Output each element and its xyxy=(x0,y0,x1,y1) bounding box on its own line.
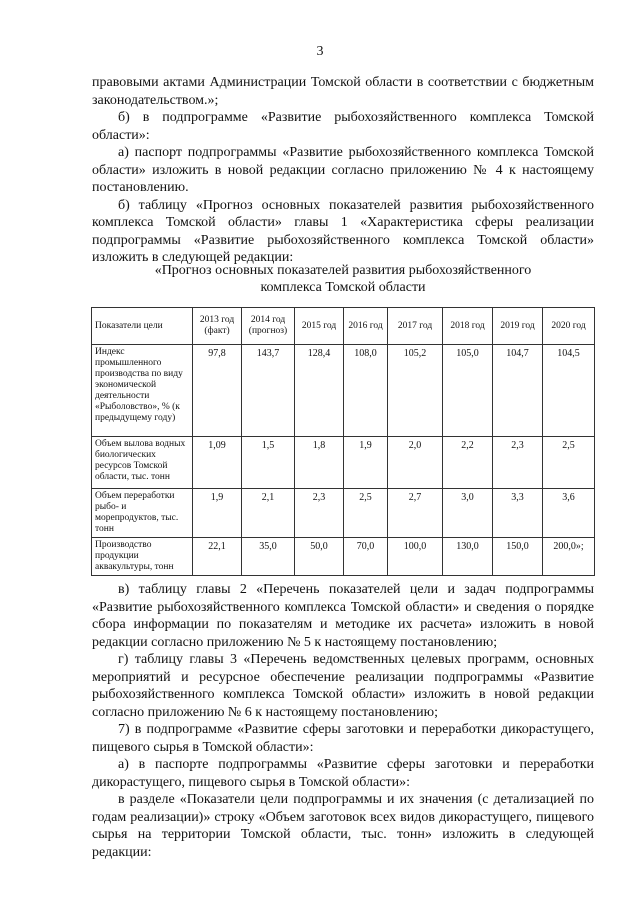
table-cell: 1,9 xyxy=(344,437,388,489)
table-cell: 3,0 xyxy=(443,489,493,538)
table-caption xyxy=(92,262,594,296)
table-row xyxy=(92,489,595,538)
paragraph: б) в подпрограмме «Развитие рыбохозяйственного комплекса Томской области»: xyxy=(92,110,594,143)
paragraph: а) паспорт подпрограммы «Развитие рыбохозяйственного комплекса Томской области» изложить в новой редакции согласно приложению № 4 к настоящему постановлению. xyxy=(92,145,594,195)
column-header: 2015 год xyxy=(295,308,344,345)
table-row xyxy=(92,345,595,437)
row-label: Индекс промышленного производства по виду экономической деятельности «Рыболовство», % (к предыдущему году) xyxy=(92,345,193,437)
table-cell: 150,0 xyxy=(493,538,543,576)
table-row xyxy=(92,437,595,489)
column-header: 2018 год xyxy=(443,308,493,345)
table-cell: 200,0»; xyxy=(543,538,595,576)
table-cell: 97,8 xyxy=(193,345,242,437)
column-header: 2019 год xyxy=(493,308,543,345)
table-cell: 105,0 xyxy=(443,345,493,437)
table-cell: 2,2 xyxy=(443,437,493,489)
table-cell: 50,0 xyxy=(295,538,344,576)
table-cell: 2,7 xyxy=(388,489,443,538)
paragraph: 7) в подпрограмме «Развитие сферы заготовки и переработки дикорастущего, пищевого сырья в Томской области»: xyxy=(92,722,594,755)
table-cell: 104,7 xyxy=(493,345,543,437)
table-cell: 1,09 xyxy=(193,437,242,489)
table-cell: 130,0 xyxy=(443,538,493,576)
table-cell: 2,5 xyxy=(344,489,388,538)
table-cell: 128,4 xyxy=(295,345,344,437)
paragraph: в разделе «Показатели цели подпрограммы и их значения (с детализацией по годам реализации)» строку «Объем заготовок всех видов дикорастущего, пищевого сырья на территории Томской области, тыс. тонн» изложить в следующей редакции: xyxy=(92,792,594,860)
column-header: 2017 год xyxy=(388,308,443,345)
row-label: Объем переработки рыбо- и морепродуктов, тыс. тонн xyxy=(92,489,193,538)
table-cell: 2,3 xyxy=(295,489,344,538)
table-cell: 2,1 xyxy=(242,489,295,538)
table-cell: 105,2 xyxy=(388,345,443,437)
row-label: Объем вылова водных биологических ресурсов Томской области, тыс. тонн xyxy=(92,437,193,489)
table-cell: 1,8 xyxy=(295,437,344,489)
forecast-table xyxy=(91,307,595,576)
lower-text xyxy=(92,581,594,861)
table-row xyxy=(92,538,595,576)
table-caption-line: комплекса Томской области xyxy=(260,280,426,295)
table-cell: 3,6 xyxy=(543,489,595,538)
paragraph: в) таблицу главы 2 «Перечень показателей цели и задач подпрограммы «Развитие рыбохозяйственного комплекса Томской области» и сведения о порядке сбора информации по показателям и методике их расчета» изложить в новой редакции согласно приложению № 5 к настоящему постановлению; xyxy=(92,582,594,650)
table-cell: 104,5 xyxy=(543,345,595,437)
paragraph: правовыми актами Администрации Томской области в соответствии с бюджетным законодательством.»; xyxy=(92,75,594,108)
column-header: 2014 год (прогноз) xyxy=(242,308,295,345)
table-caption-line: «Прогноз основных показателей развития рыбохозяйственного xyxy=(154,263,532,278)
column-header: 2016 год xyxy=(344,308,388,345)
table-cell: 3,3 xyxy=(493,489,543,538)
table-cell: 100,0 xyxy=(388,538,443,576)
table-cell: 70,0 xyxy=(344,538,388,576)
table-cell: 2,0 xyxy=(388,437,443,489)
row-label: Производство продукции аквакультуры, тонн xyxy=(92,538,193,576)
column-header: 2020 год xyxy=(543,308,595,345)
table-cell: 22,1 xyxy=(193,538,242,576)
page-number: 3 xyxy=(316,44,324,59)
table-cell: 1,5 xyxy=(242,437,295,489)
table-cell: 2,5 xyxy=(543,437,595,489)
paragraph: б) таблицу «Прогноз основных показателей развития рыбохозяйственного комплекса Томской области» главы 1 «Характеристика сферы реализации подпрограммы «Развитие рыбохозяйственного комплекса Томской области» изложить в следующей редакции: xyxy=(92,197,594,265)
column-header: 2013 год (факт) xyxy=(193,308,242,345)
table-header-row xyxy=(92,308,595,345)
table-cell: 35,0 xyxy=(242,538,295,576)
table-cell: 2,3 xyxy=(493,437,543,489)
upper-text xyxy=(92,74,594,267)
table-cell: 143,7 xyxy=(242,345,295,437)
paragraph: а) в паспорте подпрограммы «Развитие сферы заготовки и переработки дикорастущего, пищевого сырья в Томской области»: xyxy=(92,757,594,790)
table-cell: 108,0 xyxy=(344,345,388,437)
table-cell: 1,9 xyxy=(193,489,242,538)
paragraph: г) таблицу главы 3 «Перечень ведомственных целевых программ, основных мероприятий и ресурсное обеспечение реализации подпрограммы «Развитие рыбохозяйственного комплекса Томской области» изложить в новой редакции согласно приложению № 6 к настоящему постановлению; xyxy=(92,652,594,720)
column-header: Показатели цели xyxy=(92,308,193,345)
